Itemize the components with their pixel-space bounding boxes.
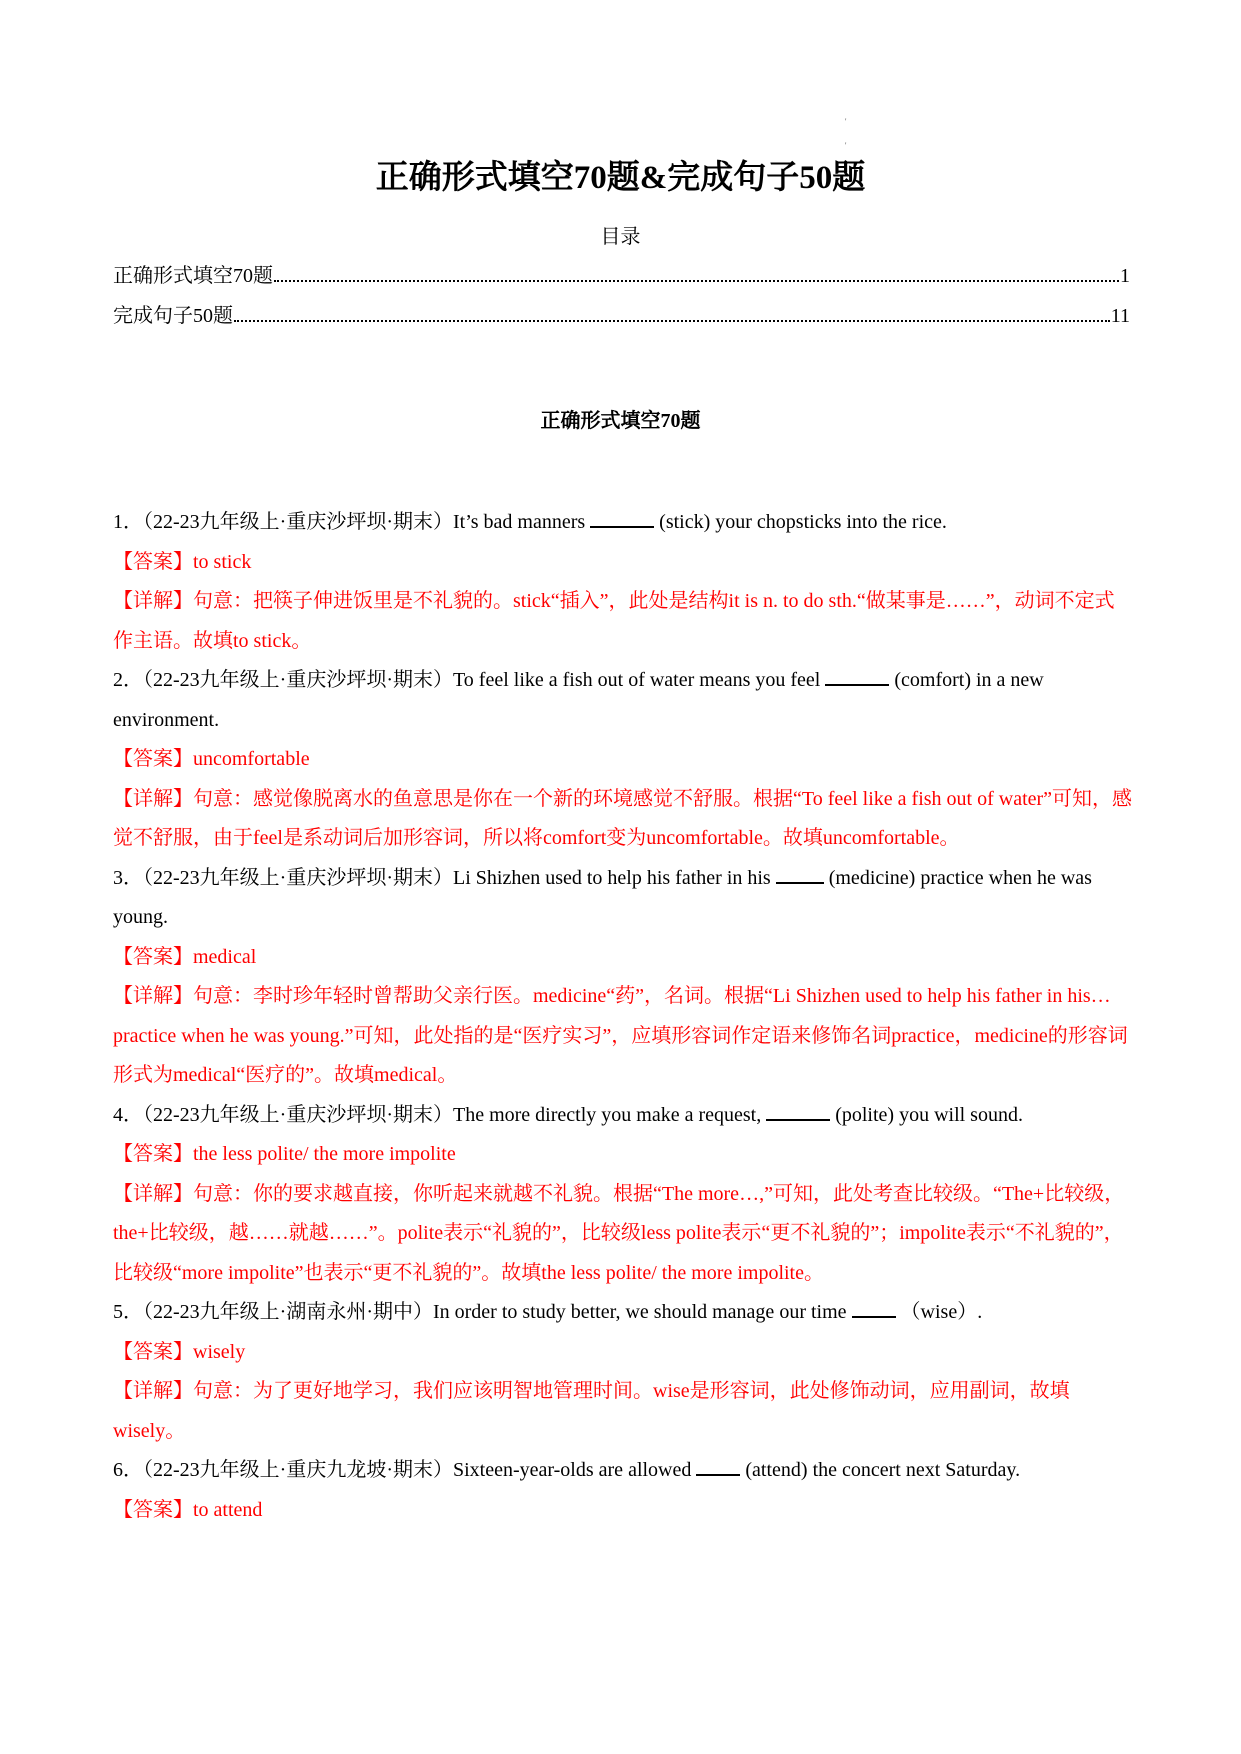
question-number: 2． <box>113 669 143 691</box>
question-source: （22-23九年级上·重庆沙坪坝·期末） <box>143 866 453 889</box>
section-heading: 正确形式填空70题 <box>540 410 701 432</box>
answer-blank <box>825 666 889 686</box>
explanation-text: 句意：李时珍年轻时曾帮助父亲行医。medicine“药”，名词。根据“Li Shizhen used to help his father in his…practice when he was young.”可知，此处指的是“医疗实习”，应填形容词作定语来修饰名词practice，medicine的形容词形式为medical“医疗的”。故填medical。 <box>113 985 1128 1086</box>
toc-heading: 目录 <box>600 226 641 248</box>
question-text: It’s bad manners <box>452 511 591 533</box>
question-list <box>113 503 1133 1530</box>
answer-label: 【答案】 <box>113 748 193 770</box>
question-text: （wise）. <box>895 1301 983 1323</box>
question-source: （22-23九年级上·重庆沙坪坝·期末） <box>143 669 453 691</box>
answer-label: 【答案】 <box>113 945 193 968</box>
question-number: 5． <box>113 1301 143 1323</box>
explanation-line <box>113 780 1133 859</box>
explanation-label: 【详解】 <box>113 787 193 810</box>
answer-line <box>113 740 1133 780</box>
table-of-contents <box>113 262 1130 342</box>
scan-mark: ' <box>845 141 847 150</box>
answer-blank <box>590 508 654 528</box>
answer-line <box>113 938 1133 978</box>
question-source: （22-23九年级上·湖南永州·期中） <box>143 1301 433 1323</box>
toc-entry-label: 完成句子50题 <box>113 305 233 327</box>
answer-label: 【答案】 <box>113 550 193 573</box>
page-title: 正确形式填空70题&完成句子50题 <box>375 160 866 196</box>
explanation-text: 句意：你的要求越直接，你听起来就越不礼貌。根据“The more…,”可知，此处考查比较级。“The+比较级，the+比较级，越……就越……”。polite表示“礼貌的”，比较级less polite表示“更不礼貌的”；impolite表示“不礼貌的”，比较级“more impolite”也表示“更不礼貌的”。故填the less polite/ the more impolite。 <box>113 1182 1125 1284</box>
explanation-line <box>113 1372 1133 1451</box>
answer-label: 【答案】 <box>113 1143 193 1165</box>
answer-label: 【答案】 <box>113 1340 193 1363</box>
explanation-line <box>113 582 1133 661</box>
explanation-line <box>113 977 1133 1096</box>
question-stem <box>113 1293 1133 1333</box>
answer-line <box>113 543 1133 583</box>
question-number: 4． <box>113 1103 143 1126</box>
question-stem <box>113 1096 1133 1136</box>
explanation-label: 【详解】 <box>113 1182 193 1205</box>
explanation-text: 句意：感觉像脱离水的鱼意思是你在一个新的环境感觉不舒服。根据“To feel like a fish out of water”可知，感觉不舒服，由于feel是系动词后加形容词，所以将comfort变为uncomfortable。故填uncomfortable。 <box>113 787 1133 849</box>
toc-entry-page: 11 <box>1110 305 1130 327</box>
question-number: 6． <box>113 1459 143 1481</box>
answer-text: the less polite/ the more impolite <box>193 1143 456 1165</box>
answer-blank <box>776 864 824 884</box>
question-number: 1． <box>113 511 143 533</box>
question-stem <box>113 1451 1133 1491</box>
explanation-label: 【详解】 <box>113 590 193 612</box>
toc-entry[interactable] <box>113 262 1130 302</box>
answer-blank <box>766 1101 830 1121</box>
answer-line <box>113 1333 1133 1373</box>
question-text: (attend) the concert next Saturday. <box>740 1459 1021 1481</box>
question-text: (medicine) practice when he was young. <box>113 866 1092 928</box>
answer-blank <box>852 1298 896 1318</box>
explanation-text: 句意：为了更好地学习，我们应该明智地管理时间。wise是形容词，此处修饰动词，应用副词，故填wisely。 <box>113 1380 1070 1442</box>
question-text: (stick) your chopsticks into the rice. <box>654 511 947 533</box>
answer-text: medical <box>193 945 257 968</box>
question-number: 3． <box>113 866 143 889</box>
answer-line <box>113 1491 1133 1531</box>
explanation-label: 【详解】 <box>113 985 193 1007</box>
toc-entry-label: 正确形式填空70题 <box>113 265 273 287</box>
question-text: (polite) you will sound. <box>830 1103 1023 1126</box>
explanation-label: 【详解】 <box>113 1380 193 1402</box>
explanation-line <box>113 1175 1133 1294</box>
toc-entry[interactable] <box>113 302 1130 342</box>
question-text: To feel like a fish out of water means you feel <box>452 669 826 691</box>
question-source: （22-23九年级上·重庆沙坪坝·期末） <box>143 1103 453 1126</box>
question-text: Sixteen-year-olds are allowed <box>452 1459 697 1481</box>
answer-label: 【答案】 <box>113 1498 193 1521</box>
answer-text: uncomfortable <box>193 748 310 770</box>
scan-mark: ' <box>845 117 847 126</box>
answer-text: wisely <box>193 1340 246 1363</box>
question-text: Li Shizhen used to help his father in his <box>452 866 776 889</box>
question-stem <box>113 503 1133 543</box>
question-stem <box>113 859 1133 938</box>
question-stem <box>113 661 1133 740</box>
question-source: （22-23九年级上·重庆沙坪坝·期末） <box>143 511 453 533</box>
question-text: (comfort) in a new environment. <box>113 669 1044 731</box>
toc-leader-dots <box>234 320 1110 322</box>
question-text: The more directly you make a request, <box>452 1103 767 1126</box>
answer-line <box>113 1135 1133 1175</box>
toc-leader-dots <box>274 280 1119 282</box>
answer-blank <box>696 1456 740 1476</box>
answer-text: to stick <box>193 550 252 573</box>
question-text: In order to study better, we should manage our time <box>432 1301 852 1323</box>
toc-entry-page: 1 <box>1120 265 1130 287</box>
answer-text: to attend <box>193 1498 263 1521</box>
question-source: （22-23九年级上·重庆九龙坡·期末） <box>143 1459 453 1481</box>
explanation-text: 句意：把筷子伸进饭里是不礼貌的。stick“插入”，此处是结构it is n. to do sth.“做某事是……”，动词不定式作主语。故填to stick。 <box>113 590 1115 652</box>
